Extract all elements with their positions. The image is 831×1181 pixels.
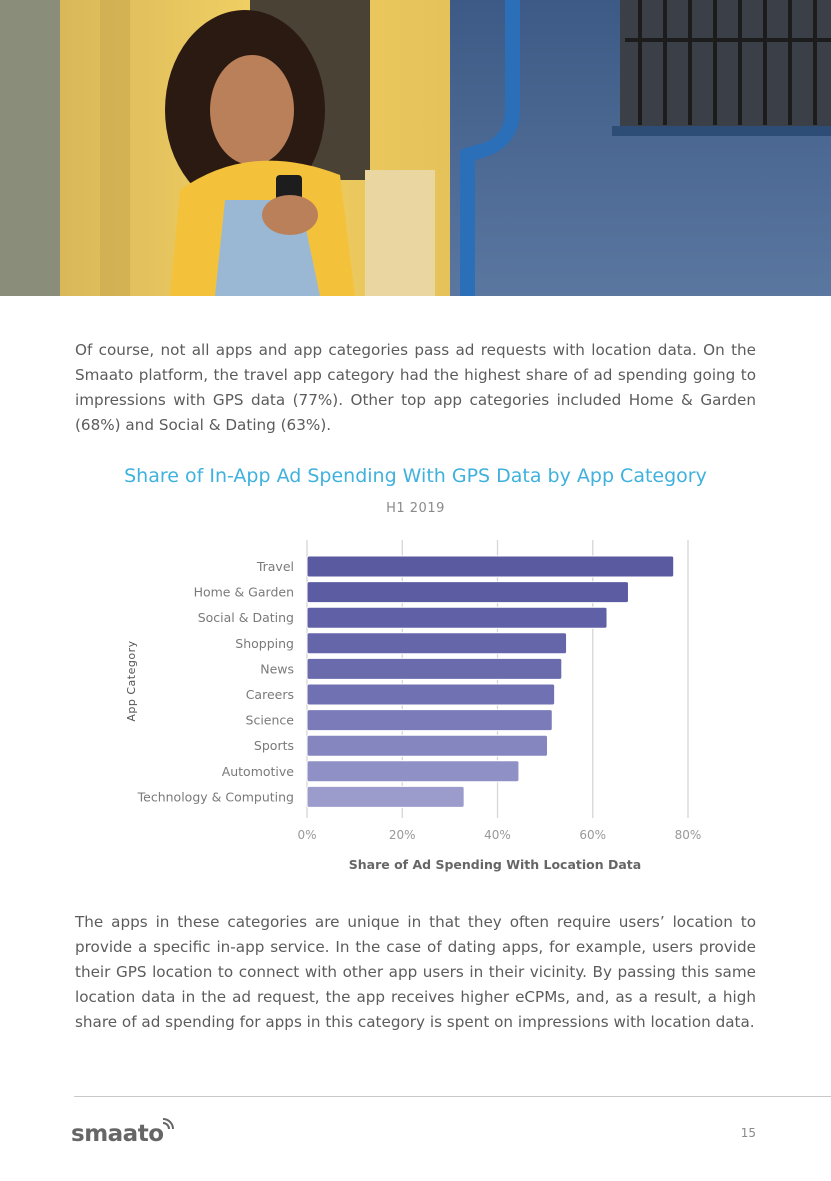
chart-title: Share of In-App Ad Spending With GPS Data by App Category bbox=[124, 465, 707, 487]
footer-divider bbox=[74, 1096, 831, 1097]
category-label: Travel bbox=[256, 559, 294, 574]
chart-bars bbox=[307, 556, 674, 807]
category-label: News bbox=[260, 661, 294, 677]
bar-careers bbox=[307, 684, 555, 705]
category-label: Sports bbox=[253, 738, 294, 754]
category-label: Careers bbox=[245, 687, 294, 702]
x-tick-label: 60% bbox=[579, 828, 607, 842]
x-tick-label: 80% bbox=[674, 828, 702, 842]
chart-tick-labels bbox=[297, 828, 701, 842]
body-paragraph: The apps in these categories are unique in that they often require users’ location to provide a specific in-app service. In the case of dating apps, for example, users provide their GPS location to connect with other app users in their vicinity. By passing this same location data in the ad request, the app receives higher eCPMs, and, as a result, a high share of ad spending for apps in this category is spent on impressions with location data. bbox=[75, 913, 756, 1031]
x-tick-label: 40% bbox=[484, 828, 511, 842]
category-label: Social & Dating bbox=[197, 610, 294, 626]
category-label: Automotive bbox=[221, 763, 294, 779]
page-number: 15 bbox=[740, 1126, 756, 1140]
bar-sports bbox=[307, 735, 548, 756]
x-tick-label: 0% bbox=[297, 828, 317, 842]
intro-paragraph: Of course, not all apps and app categories pass ad requests with location data. On the Smaato platform, the travel app category had the highest share of ad spending going to impressions with GPS data (77%). Other top app categories included Home & Garden (68%) and Social & Dating (63%). bbox=[75, 341, 756, 434]
chart-subtitle: H1 2019 bbox=[386, 501, 445, 516]
bar-technology-computing bbox=[307, 786, 464, 807]
chart-y-axis-label: App Category bbox=[125, 640, 138, 722]
bar-science bbox=[307, 710, 552, 731]
category-label: Technology & Computing bbox=[137, 789, 294, 805]
category-label: Home & Garden bbox=[193, 584, 294, 600]
bar-home-garden bbox=[307, 582, 628, 603]
bar-automotive bbox=[307, 761, 519, 782]
smaato-logo bbox=[71, 1117, 181, 1151]
bar-news bbox=[307, 658, 562, 679]
x-tick-label: 20% bbox=[388, 828, 416, 842]
category-label: Shopping bbox=[235, 635, 294, 651]
category-label: Science bbox=[245, 712, 294, 728]
svg-text:smaato: smaato bbox=[71, 1121, 164, 1147]
bar-travel bbox=[307, 556, 674, 577]
chart-x-axis-label: Share of Ad Spending With Location Data bbox=[348, 857, 642, 872]
bar-shopping bbox=[307, 633, 567, 654]
bar-social-dating bbox=[307, 607, 607, 628]
chart-category-labels bbox=[137, 559, 295, 804]
